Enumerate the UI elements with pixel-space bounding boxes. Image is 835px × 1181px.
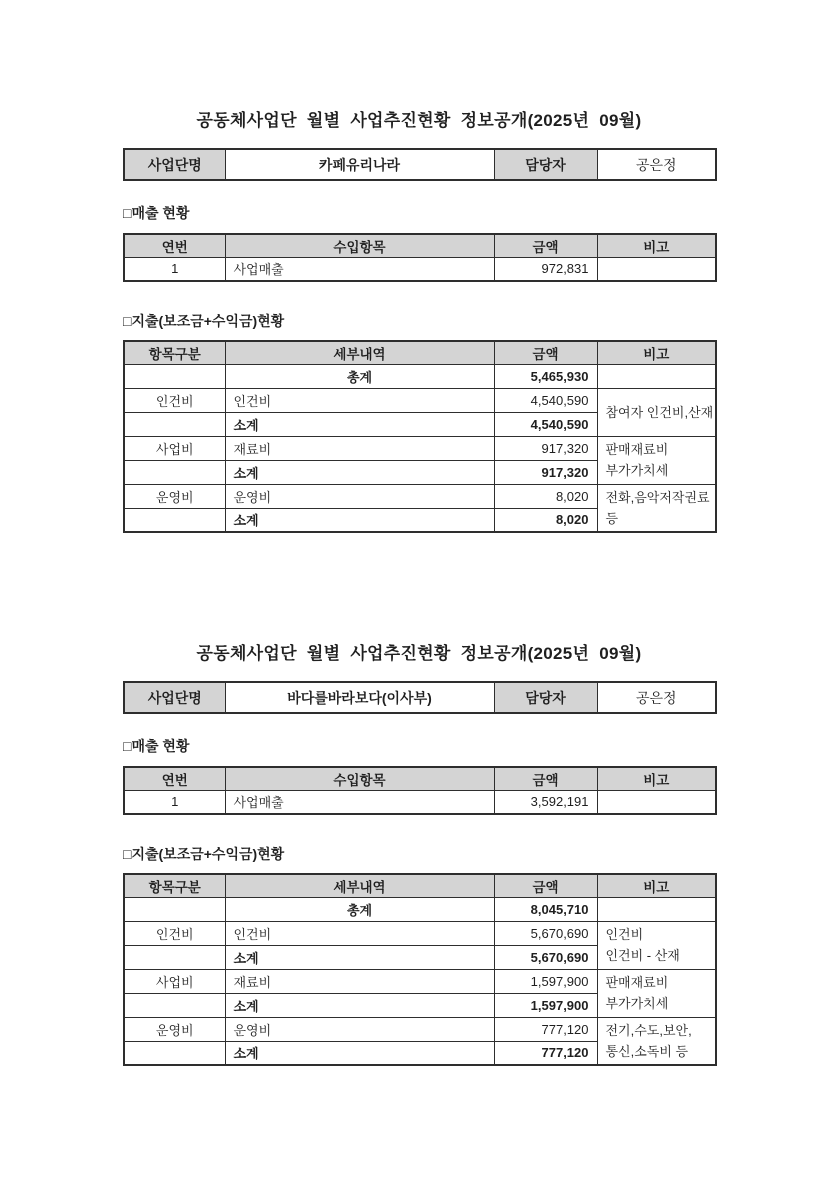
expense-header-note: 비고 bbox=[597, 874, 716, 897]
amount-cell: 777,120 bbox=[494, 1017, 597, 1041]
total-label-cell: 총계 bbox=[225, 364, 494, 388]
expense-header-note: 비고 bbox=[597, 341, 716, 364]
note-line: 판매재료비 bbox=[605, 975, 669, 990]
amount-cell: 8,020 bbox=[494, 484, 597, 508]
sales-header-note: 비고 bbox=[597, 234, 716, 257]
note-line: 등 bbox=[605, 510, 619, 526]
sales-item-cell: 사업매출 bbox=[225, 790, 494, 814]
sales-section-label: □매출 현황 bbox=[123, 205, 190, 221]
note-line: 참여자 인건비,산재 bbox=[605, 404, 714, 420]
detail-cell: 인건비 bbox=[225, 388, 494, 412]
sales-header-item: 수입항목 bbox=[225, 234, 494, 257]
sales-section-label: □매출 현황 bbox=[123, 738, 190, 754]
total-amount-cell: 5,465,930 bbox=[494, 364, 597, 388]
sales-header-amount: 금액 bbox=[494, 234, 597, 257]
sales-header-note: 비고 bbox=[597, 767, 716, 790]
category-cell: 운영비 bbox=[124, 484, 225, 508]
sales-header-row bbox=[124, 234, 716, 257]
expense-section-label: □지출(보조금+수익금)현황 bbox=[123, 313, 285, 329]
sales-data-row bbox=[124, 790, 716, 814]
report-section-1 bbox=[123, 108, 715, 533]
subtotal-amount-cell: 8,020 bbox=[494, 508, 597, 532]
subtotal-label-cell: 소계 bbox=[225, 412, 494, 436]
sales-table bbox=[123, 766, 717, 815]
category-cell: 사업비 bbox=[124, 436, 225, 460]
expense-header-amount: 금액 bbox=[494, 874, 597, 897]
note-line: 통신,소독비 등 bbox=[605, 1043, 689, 1059]
expense-total-row bbox=[124, 364, 716, 388]
sales-amount-cell: 972,831 bbox=[494, 257, 597, 281]
note-line: 전기,수도,보안, bbox=[605, 1022, 692, 1038]
sales-header-no: 연번 bbox=[124, 234, 225, 257]
expense-header-detail: 세부내역 bbox=[225, 341, 494, 364]
sales-item-cell: 사업매출 bbox=[225, 257, 494, 281]
note-line: 판매재료비 bbox=[605, 442, 669, 457]
empty-cell bbox=[124, 508, 225, 532]
project-info-row bbox=[124, 682, 716, 713]
category-cell: 인건비 bbox=[124, 388, 225, 412]
note-line: 부가가치세 bbox=[605, 996, 669, 1011]
subtotal-label-cell: 소계 bbox=[225, 1041, 494, 1065]
expense-item-row bbox=[124, 436, 716, 460]
subtotal-amount-cell: 4,540,590 bbox=[494, 412, 597, 436]
subtotal-amount-cell: 1,597,900 bbox=[494, 993, 597, 1017]
subtotal-label-cell: 소계 bbox=[225, 460, 494, 484]
detail-cell: 운영비 bbox=[225, 1017, 494, 1041]
subtotal-amount-cell: 777,120 bbox=[494, 1041, 597, 1065]
manager-label: 담당자 bbox=[494, 149, 597, 180]
sales-note-cell bbox=[597, 790, 716, 814]
total-label-cell: 총계 bbox=[225, 897, 494, 921]
amount-cell: 4,540,590 bbox=[494, 388, 597, 412]
expense-header-category: 항목구분 bbox=[124, 341, 225, 364]
expense-item-row bbox=[124, 484, 716, 508]
empty-cell bbox=[124, 945, 225, 969]
project-info-table bbox=[123, 148, 717, 181]
empty-cell bbox=[124, 460, 225, 484]
note-cell bbox=[597, 484, 716, 532]
expense-total-row bbox=[124, 897, 716, 921]
expense-section-label: □지출(보조금+수익금)현황 bbox=[123, 846, 285, 862]
detail-cell: 운영비 bbox=[225, 484, 494, 508]
expense-header-detail: 세부내역 bbox=[225, 874, 494, 897]
manager-label: 담당자 bbox=[494, 682, 597, 713]
sales-table bbox=[123, 233, 717, 282]
project-info-row bbox=[124, 149, 716, 180]
report-section-2 bbox=[123, 641, 715, 1066]
category-cell: 사업비 bbox=[124, 969, 225, 993]
detail-cell: 인건비 bbox=[225, 921, 494, 945]
subtotal-label-cell: 소계 bbox=[225, 993, 494, 1017]
sales-header-item: 수입항목 bbox=[225, 767, 494, 790]
note-line: 인건비 - 산재 bbox=[605, 948, 680, 963]
sales-note-cell bbox=[597, 257, 716, 281]
detail-cell: 재료비 bbox=[225, 436, 494, 460]
project-info-table bbox=[123, 681, 717, 714]
sales-header-amount: 금액 bbox=[494, 767, 597, 790]
sales-no-cell: 1 bbox=[124, 257, 225, 281]
total-amount-cell: 8,045,710 bbox=[494, 897, 597, 921]
amount-cell: 5,670,690 bbox=[494, 921, 597, 945]
sales-no-cell: 1 bbox=[124, 790, 225, 814]
empty-cell bbox=[124, 897, 225, 921]
note-cell bbox=[597, 1017, 716, 1065]
project-name-value: 바다를바라보다(이사부) bbox=[225, 682, 494, 713]
project-name-label: 사업단명 bbox=[124, 682, 225, 713]
note-cell bbox=[597, 969, 716, 1017]
manager-value: 공은정 bbox=[597, 149, 716, 180]
sales-data-row bbox=[124, 257, 716, 281]
category-cell: 인건비 bbox=[124, 921, 225, 945]
subtotal-label-cell: 소계 bbox=[225, 945, 494, 969]
empty-cell bbox=[124, 364, 225, 388]
expense-item-row bbox=[124, 969, 716, 993]
detail-cell: 재료비 bbox=[225, 969, 494, 993]
subtotal-amount-cell: 917,320 bbox=[494, 460, 597, 484]
note-cell bbox=[597, 436, 716, 484]
expense-item-row bbox=[124, 388, 716, 412]
page-title: 공동체사업단 월별 사업추진현황 정보공개(2025년 09월) bbox=[196, 111, 642, 130]
sales-header-row bbox=[124, 767, 716, 790]
expense-header-amount: 금액 bbox=[494, 341, 597, 364]
note-line: 부가가치세 bbox=[605, 463, 669, 478]
project-name-value: 카페유리나라 bbox=[225, 149, 494, 180]
note-cell bbox=[597, 388, 716, 436]
category-cell: 운영비 bbox=[124, 1017, 225, 1041]
empty-cell bbox=[124, 412, 225, 436]
empty-cell bbox=[597, 897, 716, 921]
empty-cell bbox=[124, 1041, 225, 1065]
expense-item-row bbox=[124, 921, 716, 945]
amount-cell: 917,320 bbox=[494, 436, 597, 460]
expense-table bbox=[123, 873, 717, 1066]
sales-amount-cell: 3,592,191 bbox=[494, 790, 597, 814]
project-name-label: 사업단명 bbox=[124, 149, 225, 180]
manager-value: 공은정 bbox=[597, 682, 716, 713]
empty-cell bbox=[124, 993, 225, 1017]
page-title: 공동체사업단 월별 사업추진현황 정보공개(2025년 09월) bbox=[196, 644, 642, 663]
amount-cell: 1,597,900 bbox=[494, 969, 597, 993]
expense-header-row bbox=[124, 874, 716, 897]
note-line: 인건비 bbox=[605, 927, 644, 942]
empty-cell bbox=[597, 364, 716, 388]
expense-item-row bbox=[124, 1017, 716, 1041]
expense-header-category: 항목구분 bbox=[124, 874, 225, 897]
subtotal-label-cell: 소계 bbox=[225, 508, 494, 532]
note-line: 전화,음악저작권료 bbox=[605, 489, 710, 505]
expense-header-row bbox=[124, 341, 716, 364]
sales-header-no: 연번 bbox=[124, 767, 225, 790]
note-cell bbox=[597, 921, 716, 969]
expense-table bbox=[123, 340, 717, 533]
subtotal-amount-cell: 5,670,690 bbox=[494, 945, 597, 969]
